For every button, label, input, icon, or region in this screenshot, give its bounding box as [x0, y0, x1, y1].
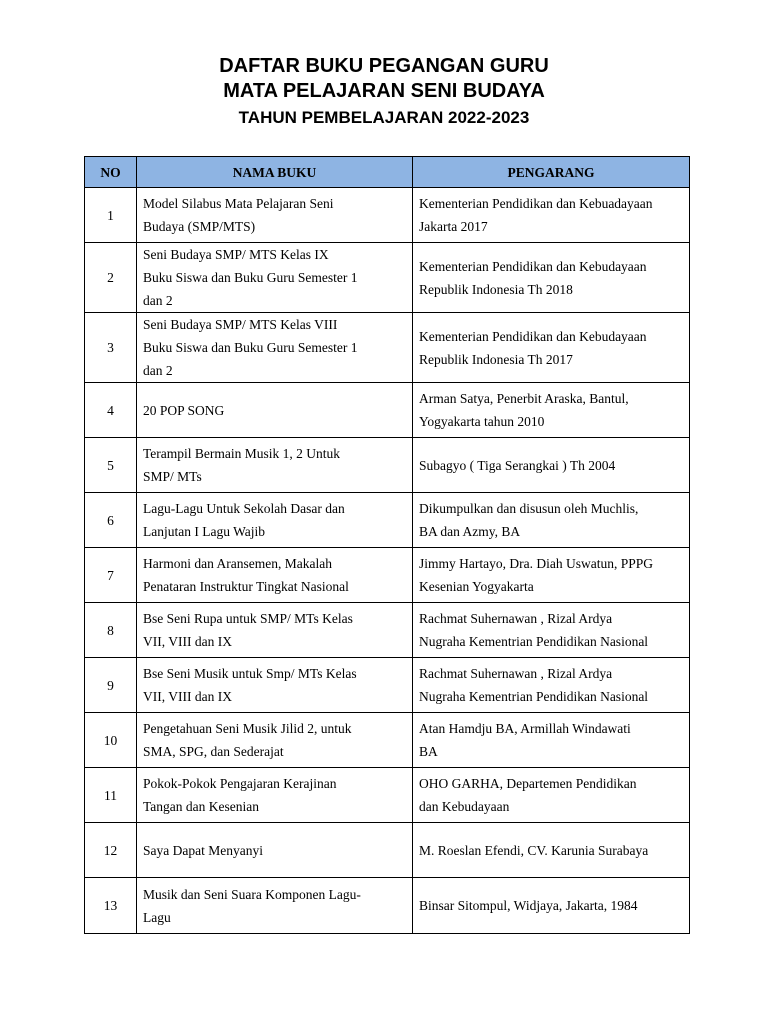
header-no: NO: [85, 157, 137, 188]
book-author-line: OHO GARHA, Departemen Pendidikan: [419, 776, 637, 791]
book-author: [413, 823, 690, 878]
book-author-line: Arman Satya, Penerbit Araska, Bantul,: [419, 391, 629, 406]
book-name-line: Pokok-Pokok Pengajaran Kerajinan: [143, 776, 337, 791]
book-name: [137, 878, 413, 934]
book-name-line: Buku Siswa dan Buku Guru Semester 1: [143, 270, 358, 285]
book-author: [413, 658, 690, 713]
book-name-line: Musik dan Seni Suara Komponen Lagu-: [143, 886, 361, 902]
book-author-line: Yogyakarta tahun 2010: [419, 414, 545, 429]
header-book-name: NAMA BUKU: [137, 157, 413, 188]
table-row: [85, 658, 690, 713]
table-row: [85, 548, 690, 603]
title-line-2: MATA PELAJARAN SENI BUDAYA: [223, 80, 545, 102]
row-number: 1: [85, 188, 137, 243]
table-row: [85, 383, 690, 438]
book-author-line: Nugraha Kementrian Pendidikan Nasional: [419, 634, 649, 649]
book-name: [137, 768, 413, 823]
book-author-line: Dikumpulkan dan disusun oleh Muchlis,: [419, 501, 639, 516]
book-name-line: Terampil Bermain Musik 1, 2 Untuk: [143, 446, 341, 461]
table-header: [85, 157, 690, 188]
book-author-line: Atan Hamdju BA, Armillah Windawati: [419, 721, 631, 736]
book-name-line: SMA, SPG, dan Sederajat: [143, 744, 284, 759]
row-number: 12: [85, 823, 137, 878]
book-name: [137, 713, 413, 768]
row-number: 5: [85, 438, 137, 493]
row-number: 8: [85, 603, 137, 658]
title-line-3: TAHUN PEMBELAJARAN 2022-2023: [238, 108, 530, 127]
row-number: 3: [85, 313, 137, 383]
row-number: 10: [85, 713, 137, 768]
table-row: [85, 768, 690, 823]
book-author-line: Kementerian Pendidikan dan Kebuadayaan: [419, 196, 653, 211]
book-name: [137, 383, 413, 438]
table-body: [85, 188, 690, 934]
book-name: [137, 493, 413, 548]
book-name: [137, 658, 413, 713]
title-line-1: DAFTAR BUKU PEGANGAN GURU: [219, 55, 549, 77]
book-name-line: Model Silabus Mata Pelajaran Seni: [143, 196, 334, 211]
table-row: [85, 188, 690, 243]
book-author: [413, 313, 690, 383]
book-author-line: Nugraha Kementrian Pendidikan Nasional: [419, 689, 649, 704]
book-author: [413, 768, 690, 823]
book-name-line: 20 POP SONG: [143, 402, 225, 418]
book-author-line: Kesenian Yogyakarta: [419, 579, 534, 594]
table-row: [85, 438, 690, 493]
book-name-line: Buku Siswa dan Buku Guru Semester 1: [143, 340, 358, 355]
book-author: [413, 383, 690, 438]
book-name-line: Lanjutan I Lagu Wajib: [143, 524, 266, 539]
book-name: [137, 603, 413, 658]
book-author: [413, 493, 690, 548]
book-name-line: dan 2: [143, 293, 173, 308]
row-number: 11: [85, 768, 137, 823]
book-name-line: Lagu-Lagu Untuk Sekolah Dasar dan: [143, 501, 345, 516]
table-row: [85, 603, 690, 658]
book-name-line: dan 2: [143, 363, 173, 378]
book-author-line: Kementerian Pendidikan dan Kebudayaan: [419, 328, 647, 344]
book-author-line: Rachmat Suhernawan , Rizal Ardya: [419, 611, 613, 626]
book-author-line: Rachmat Suhernawan , Rizal Ardya: [419, 666, 613, 681]
book-name: [137, 823, 413, 878]
book-author: [413, 603, 690, 658]
book-name-line: Saya Dapat Menyanyi: [143, 842, 263, 858]
book-name-line: Lagu: [143, 909, 171, 925]
table-row: [85, 243, 690, 313]
book-author-line: Republik Indonesia Th 2017: [419, 351, 573, 367]
table-row: [85, 493, 690, 548]
book-author-line: BA dan Azmy, BA: [419, 524, 521, 539]
book-name: [137, 438, 413, 493]
row-number: 6: [85, 493, 137, 548]
table-row: [85, 878, 690, 934]
book-name-line: Harmoni dan Aransemen, Makalah: [143, 556, 332, 571]
book-name-line: VII, VIII dan IX: [143, 689, 232, 704]
book-name-line: Seni Budaya SMP/ MTS Kelas VIII: [143, 317, 338, 332]
book-author: [413, 713, 690, 768]
book-author: [413, 878, 690, 934]
row-number: 13: [85, 878, 137, 934]
book-name: [137, 188, 413, 243]
book-author-line: Binsar Sitompul, Widjaya, Jakarta, 1984: [419, 898, 638, 913]
book-name-line: Bse Seni Musik untuk Smp/ MTs Kelas: [143, 666, 357, 681]
book-author-line: M. Roeslan Efendi, CV. Karunia Surabaya: [419, 842, 649, 858]
row-number: 2: [85, 243, 137, 313]
book-author-line: Jimmy Hartayo, Dra. Diah Uswatun, PPPG: [419, 556, 653, 571]
book-author-line: Jakarta 2017: [419, 219, 488, 234]
book-name-line: Pengetahuan Seni Musik Jilid 2, untuk: [143, 721, 352, 736]
table-row: [85, 823, 690, 878]
book-name: [137, 243, 413, 313]
header-row: [85, 157, 690, 188]
book-name-line: SMP/ MTs: [143, 469, 202, 484]
book-name-line: Seni Budaya SMP/ MTS Kelas IX: [143, 247, 329, 262]
book-name-line: Tangan dan Kesenian: [143, 799, 260, 814]
book-table: [84, 156, 690, 934]
book-author: [413, 548, 690, 603]
book-author: [413, 243, 690, 313]
book-author-line: BA: [419, 744, 438, 759]
book-name-line: VII, VIII dan IX: [143, 634, 232, 649]
book-author-line: dan Kebudayaan: [419, 799, 510, 814]
table-row: [85, 713, 690, 768]
document-title: [0, 54, 768, 130]
row-number: 9: [85, 658, 137, 713]
book-author: [413, 438, 690, 493]
book-author-line: Republik Indonesia Th 2018: [419, 281, 573, 297]
row-number: 7: [85, 548, 137, 603]
table-row: [85, 313, 690, 383]
row-number: 4: [85, 383, 137, 438]
book-name-line: Budaya (SMP/MTS): [143, 219, 256, 234]
book-author-line: Kementerian Pendidikan dan Kebudayaan: [419, 258, 647, 274]
book-author-line: Subagyo ( Tiga Serangkai ) Th 2004: [419, 457, 616, 473]
book-author: [413, 188, 690, 243]
book-name: [137, 548, 413, 603]
book-name: [137, 313, 413, 383]
book-name-line: Bse Seni Rupa untuk SMP/ MTs Kelas: [143, 611, 353, 626]
book-name-line: Penataran Instruktur Tingkat Nasional: [143, 579, 349, 594]
header-author: PENGARANG: [413, 157, 690, 188]
